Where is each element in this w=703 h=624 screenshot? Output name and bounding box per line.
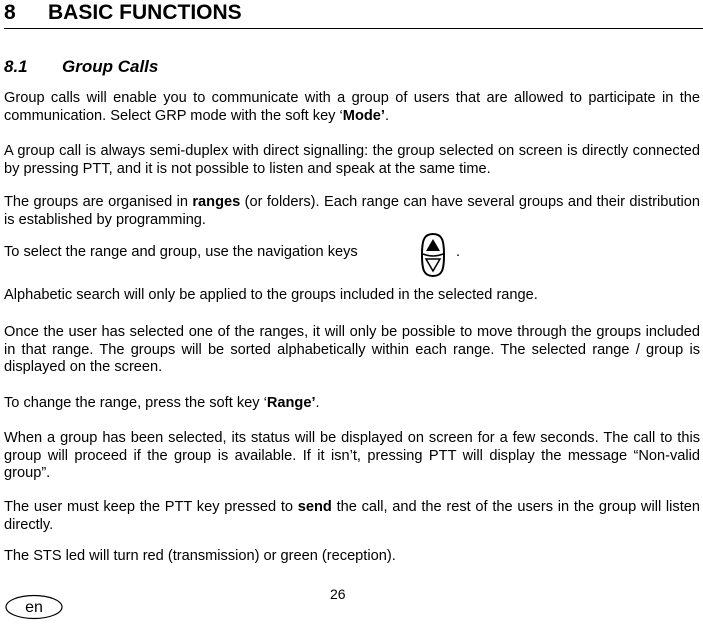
navigation-keys-icon — [420, 232, 446, 278]
section-title: Group Calls — [62, 57, 159, 76]
paragraph-ranges: The groups are organised in ranges (or folders). Each range can have several groups and their distribution is established by programming. — [4, 194, 700, 228]
section-number: 8.1 — [4, 57, 28, 76]
language-badge — [4, 594, 64, 620]
chapter-heading — [4, 0, 703, 29]
paragraph-group-calls-intro: Group calls will enable you to communicate with a group of users that are allowed to participate in the communication. Select GRP mode with the soft key ‘Mode’. — [4, 90, 700, 124]
chapter-number: 8 — [4, 1, 16, 24]
paragraph-navigation-keys: To select the range and group, use the navigation keys — [4, 244, 358, 260]
paragraph-ptt-send: The user must keep the PTT key pressed to send the call, and the rest of the users in the group will listen directly. — [4, 499, 700, 533]
paragraph-range-selection: Once the user has selected one of the ranges, it will only be possible to move through the groups included in that range. The groups will be sorted alphabetically within each range. The selected range / group is displayed on the screen. — [4, 324, 700, 375]
language-label: en — [25, 599, 43, 616]
paragraph-semi-duplex: A group call is always semi-duplex with direct signalling: the group selected on screen is directly connected by pressing PTT, and it is not possible to listen and speak at the same time. — [4, 143, 700, 177]
chapter-title: BASIC FUNCTIONS — [48, 1, 242, 24]
paragraph-alphabetic-search: Alphabetic search will only be applied to the groups included in the selected range. — [4, 287, 538, 303]
paragraph-group-status: When a group has been selected, its status will be displayed on screen for a few seconds. The call to this group will proceed if the group is available. If it isn’t, pressing PTT will display the message “Non-valid group”. — [4, 430, 700, 481]
navigation-keys-period: . — [456, 244, 461, 260]
paragraph-sts-led: The STS led will turn red (transmission) or green (reception). — [4, 548, 396, 564]
page-number: 26 — [330, 586, 346, 602]
section-heading — [4, 56, 158, 78]
paragraph-change-range: To change the range, press the soft key ‘Range’. — [4, 395, 320, 411]
